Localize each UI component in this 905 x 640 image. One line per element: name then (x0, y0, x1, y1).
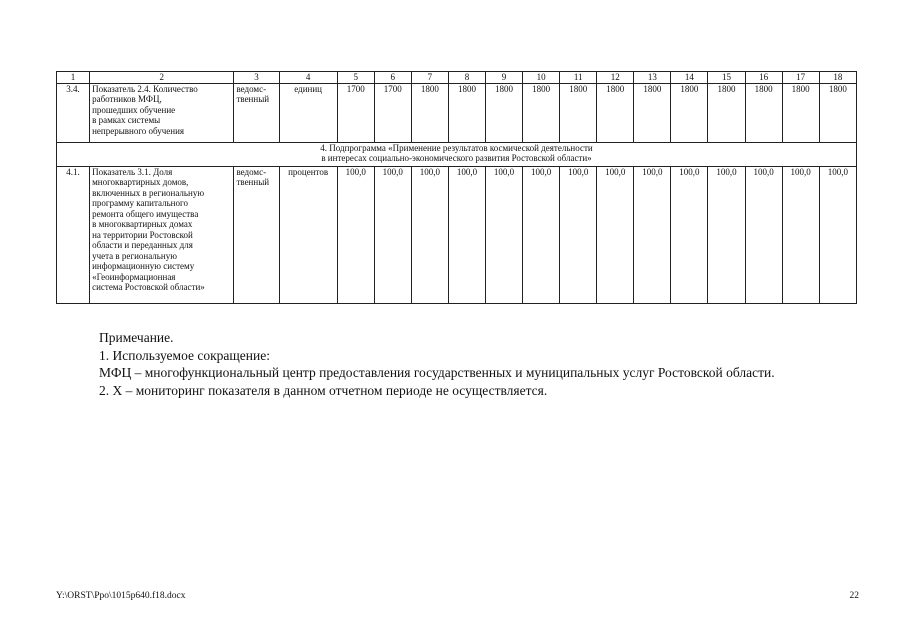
header-cell: 13 (634, 72, 671, 84)
header-cell: 9 (486, 72, 523, 84)
value-cell: 100,0 (634, 166, 671, 303)
value-cell: 100,0 (671, 166, 708, 303)
value-cell: 100,0 (337, 166, 374, 303)
header-cell: 12 (597, 72, 634, 84)
header-cell: 14 (671, 72, 708, 84)
header-cell: 4 (279, 72, 337, 84)
value-cell: 1800 (671, 83, 708, 142)
value-cell: 1800 (448, 83, 485, 142)
header-cell: 8 (448, 72, 485, 84)
notes-section (99, 329, 775, 399)
header-cell: 2 (90, 72, 234, 84)
value-cell: 1700 (374, 83, 411, 142)
unit-cell: единиц (279, 83, 337, 142)
value-cell: 1700 (337, 83, 374, 142)
header-cell: 3 (234, 72, 279, 84)
value-cell: 100,0 (448, 166, 485, 303)
indicator-name: Показатель 3.1. Доля многоквартирных домов, включенных в региональную программу капитального ремонта общего имущества в многоквартирных домах на территории Ростовской области и переданных для учета в региональную информационную систему «Геоинформационная система Ростовской области» (90, 166, 234, 303)
value-cell: 1800 (486, 83, 523, 142)
header-cell: 16 (745, 72, 782, 84)
header-cell: 10 (523, 72, 560, 84)
value-cell: 1800 (782, 83, 819, 142)
value-cell: 100,0 (745, 166, 782, 303)
subprogram-row (57, 142, 857, 166)
indicator-type: ведомс- твенный (234, 83, 279, 142)
header-row (57, 72, 857, 84)
value-cell: 100,0 (374, 166, 411, 303)
header-cell: 17 (782, 72, 819, 84)
header-cell: 15 (708, 72, 745, 84)
value-cell: 100,0 (411, 166, 448, 303)
subprogram-title: 4. Подпрограмма «Применение результатов космической деятельности в интересах социально-экономического развития Ростовской области» (57, 142, 857, 166)
value-cell: 1800 (411, 83, 448, 142)
row-number: 4.1. (57, 166, 90, 303)
table-row (57, 83, 857, 142)
indicator-type: ведомс- твенный (234, 166, 279, 303)
note-line: МФЦ – многофункциональный центр предоставления государственных и муниципальных услуг Ростовской области. (99, 365, 775, 380)
notes-title: Примечание. (99, 330, 174, 345)
header-cell: 18 (819, 72, 856, 84)
value-cell: 100,0 (708, 166, 745, 303)
value-cell: 100,0 (819, 166, 856, 303)
footer-file-path: Y:\ORST\Ppo\1015p640.f18.docx (56, 591, 186, 601)
value-cell: 100,0 (523, 166, 560, 303)
value-cell: 1800 (708, 83, 745, 142)
header-cell: 7 (411, 72, 448, 84)
header-cell: 11 (560, 72, 597, 84)
indicator-name: Показатель 2.4. Количество работников МФЦ, прошедших обучение в рамках системы непрерывного обучения (90, 83, 234, 142)
header-cell: 5 (337, 72, 374, 84)
value-cell: 1800 (819, 83, 856, 142)
note-line: 2. Х – мониторинг показателя в данном отчетном периоде не осуществляется. (99, 382, 548, 398)
page-number: 22 (849, 591, 859, 601)
header-cell: 1 (57, 72, 90, 84)
note-line: 1. Используемое сокращение: (99, 347, 270, 363)
value-cell: 1800 (634, 83, 671, 142)
value-cell: 100,0 (782, 166, 819, 303)
value-cell: 100,0 (560, 166, 597, 303)
value-cell: 100,0 (486, 166, 523, 303)
value-cell: 100,0 (597, 166, 634, 303)
row-number: 3.4. (57, 83, 90, 142)
value-cell: 1800 (597, 83, 634, 142)
value-cell: 1800 (523, 83, 560, 142)
header-cell: 6 (374, 72, 411, 84)
value-cell: 1800 (745, 83, 782, 142)
indicator-table (56, 71, 857, 304)
unit-cell: процентов (279, 166, 337, 303)
value-cell: 1800 (560, 83, 597, 142)
table-row (57, 166, 857, 303)
